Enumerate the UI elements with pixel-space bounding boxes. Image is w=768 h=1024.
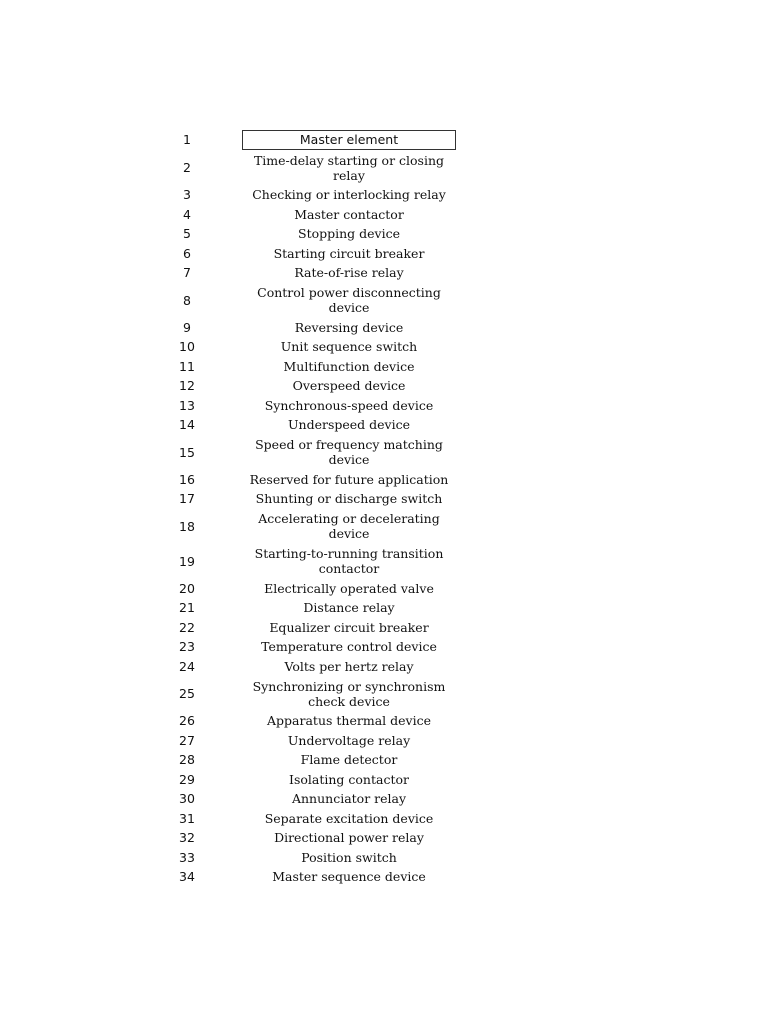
device-number: 23 <box>179 639 195 655</box>
table-row <box>146 376 466 396</box>
device-number: 9 <box>183 319 191 335</box>
device-description: Control power disconnecting device <box>257 285 441 315</box>
table-row <box>146 848 466 868</box>
table-row <box>146 415 466 435</box>
device-number: 7 <box>183 265 191 281</box>
table-row <box>146 770 466 790</box>
table-row <box>146 657 466 677</box>
table-row <box>146 598 466 618</box>
device-number: 2 <box>183 160 191 175</box>
table-row <box>146 676 466 711</box>
table-row <box>146 731 466 751</box>
device-number: 6 <box>183 245 191 261</box>
table-row <box>146 544 466 579</box>
selected-device-description-cell[interactable]: Master element <box>242 130 456 150</box>
device-number: 12 <box>179 378 195 394</box>
device-number: 14 <box>179 417 195 433</box>
device-description: Apparatus thermal device <box>267 713 431 729</box>
table-row <box>146 509 466 544</box>
device-description: Reversing device <box>294 319 404 335</box>
device-description: Master contactor <box>294 206 404 222</box>
device-description: Time-delay starting or closing relay <box>253 152 445 183</box>
device-description: Flame detector <box>300 752 398 768</box>
table-row <box>146 470 466 490</box>
table-row <box>146 828 466 848</box>
device-number: 20 <box>179 580 195 596</box>
device-number: 13 <box>179 397 195 413</box>
table-row <box>146 867 466 887</box>
table-row <box>146 185 466 205</box>
device-number: 28 <box>179 752 195 768</box>
table-row <box>146 263 466 283</box>
device-description: Isolating contactor <box>289 771 409 787</box>
device-number: 11 <box>179 358 195 374</box>
device-description: Position switch <box>301 849 397 865</box>
table-row <box>146 396 466 416</box>
device-number: 19 <box>179 553 195 569</box>
device-number: 15 <box>179 444 195 460</box>
device-number: 22 <box>179 619 195 635</box>
device-number: 26 <box>179 713 195 729</box>
device-number: 24 <box>179 658 195 674</box>
device-number: 21 <box>179 600 195 616</box>
table-row <box>146 750 466 770</box>
device-description: Starting-to-running transition contactor <box>254 546 444 576</box>
table-row <box>146 129 466 150</box>
device-description: Temperature control device <box>261 639 437 655</box>
device-number: 32 <box>179 830 195 846</box>
table-row <box>146 435 466 470</box>
table-row <box>146 579 466 599</box>
device-number: 18 <box>179 518 195 534</box>
device-description: Underspeed device <box>287 417 410 433</box>
table-row <box>146 789 466 809</box>
device-description: Separate excitation device <box>264 810 434 826</box>
device-number: 30 <box>179 791 195 807</box>
device-description: Undervoltage relay <box>287 732 411 748</box>
table-row <box>146 809 466 829</box>
device-description: Accelerating or decelerating device <box>258 511 440 541</box>
device-description: Reserved for future application <box>249 471 449 487</box>
device-number: 17 <box>179 491 195 507</box>
table-row <box>146 618 466 638</box>
device-description: Speed or frequency matching device <box>255 437 443 467</box>
device-description: Synchronizing or synchronism check device <box>252 678 446 709</box>
device-description: Directional power relay <box>274 830 424 846</box>
device-number: 16 <box>179 471 195 487</box>
device-number: 5 <box>183 226 191 242</box>
device-number: 25 <box>179 686 195 701</box>
device-description: Annunciator relay <box>291 791 407 807</box>
device-description: Equalizer circuit breaker <box>269 619 429 635</box>
device-description: Volts per hertz relay <box>284 658 414 674</box>
device-number: 10 <box>179 339 195 355</box>
table-row <box>146 318 466 338</box>
device-description: Starting circuit breaker <box>273 245 425 261</box>
table-row <box>146 337 466 357</box>
device-number: 27 <box>179 732 195 748</box>
device-description: Unit sequence switch <box>280 339 418 355</box>
device-description: Overspeed device <box>292 378 406 394</box>
device-description: Stopping device <box>298 226 400 242</box>
table-row <box>146 357 466 377</box>
device-description: Shunting or discharge switch <box>255 491 443 507</box>
device-number: 4 <box>183 206 191 222</box>
device-description: Master sequence device <box>272 869 426 885</box>
table-row <box>146 711 466 731</box>
device-description: Synchronous-speed device <box>264 397 434 413</box>
device-description: Distance relay <box>303 600 395 616</box>
device-number: 29 <box>179 771 195 787</box>
device-number: 1 <box>183 132 191 147</box>
device-number-table <box>146 129 466 887</box>
device-number: 34 <box>179 869 195 885</box>
device-description: Checking or interlocking relay <box>252 187 446 203</box>
device-description: Multifunction device <box>283 358 415 374</box>
table-row <box>146 637 466 657</box>
table-row <box>146 205 466 225</box>
table-row <box>146 489 466 509</box>
device-number: 8 <box>183 292 191 308</box>
table-row <box>146 224 466 244</box>
device-number: 3 <box>183 187 191 203</box>
table-row <box>146 283 466 318</box>
device-number: 31 <box>179 810 195 826</box>
table-row <box>146 150 466 185</box>
table-row <box>146 244 466 264</box>
device-number: 33 <box>179 849 195 865</box>
device-description: Electrically operated valve <box>264 580 434 596</box>
device-description: Rate-of-rise relay <box>294 265 404 281</box>
